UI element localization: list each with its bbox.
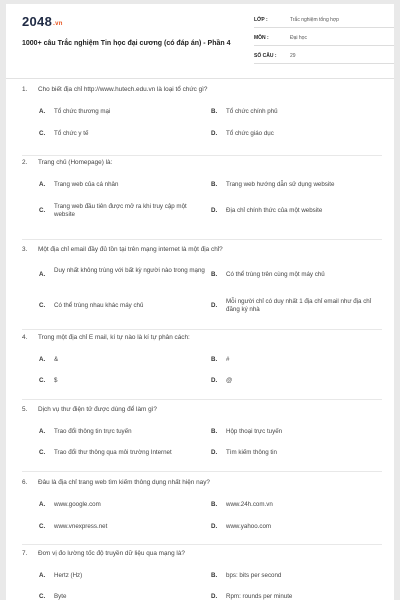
question-text [22,159,112,167]
option-letter: D. [211,207,218,214]
option-text: www.24h.com.vn [226,501,273,508]
option-text: Trang web của cá nhân [54,181,119,188]
option-text: www.yahoo.com [226,523,272,530]
option-letter: D. [211,130,218,137]
option-text: Tổ chức giáo dục [226,130,274,137]
logo-tld: .vn [53,21,63,27]
question-text [22,334,190,342]
option-letter: C. [39,130,46,137]
question-block [22,81,382,156]
option-text: # [226,356,230,363]
question-block [22,472,382,545]
question-number: 7. [22,550,28,557]
option-letter: A. [39,271,46,278]
option-letter: C. [39,302,46,309]
option-letter: C. [39,523,46,530]
option-text: www.vnexpress.net [54,523,108,530]
meta-key: MÔN : [254,35,269,41]
option-text: Rpm: rounds per minute [226,593,293,600]
question-block [22,545,382,600]
option-letter: D. [211,593,218,600]
option-letter: B. [211,271,218,278]
option-letter: A. [39,428,46,435]
meta-panel [254,14,394,68]
option-text: Tìm kiếm thông tin [226,449,277,456]
meta-value: Đại học [290,35,307,41]
option-letter: B. [211,108,218,115]
option-text: Tổ chức thương mại [54,108,111,115]
question-text [22,246,223,254]
option-text: Hộp thoại trực tuyến [226,428,283,435]
option-letter: B. [211,356,218,363]
option-letter: C. [39,377,46,384]
option-letter: D. [211,377,218,384]
option-text: Tổ chức y tế [54,130,89,137]
meta-value: Trắc nghiệm tổng hợp [290,17,339,23]
meta-key: LỚP : [254,17,268,23]
option-letter: A. [39,572,46,579]
option-letter: C. [39,593,46,600]
question-list [22,81,382,600]
option-letter: B. [211,501,218,508]
option-text: www.google.com [54,501,101,508]
question-number: 4. [22,334,28,341]
question-block [22,240,382,330]
option-letter: B. [211,181,218,188]
option-letter: A. [39,356,46,363]
meta-value: 29 [290,53,296,59]
question-block [22,330,382,400]
option-letter: C. [39,449,46,456]
worksheet-header [22,14,382,66]
header-divider [6,78,394,79]
option-text: Trang web hướng dẫn sử dụng website [226,181,335,188]
option-text: $ [54,377,58,384]
option-text: Duy nhất không trùng với bất kỳ người nào trong mạng [54,267,205,274]
question-block [22,156,382,240]
option-letter: A. [39,501,46,508]
option-letter: A. [39,108,46,115]
meta-row-class [254,14,394,28]
question-number: 3. [22,246,28,253]
option-letter: A. [39,181,46,188]
worksheet-title: 1000+ câu Trắc nghiệm Tin học đại cương (có đáp án) - Phần 4 [22,40,231,47]
option-text: Địa chỉ chính thức của một website [226,207,323,214]
option-text: Có thể trùng trên cùng một máy chủ [226,271,325,278]
site-logo[interactable] [22,14,63,29]
question-number: 2. [22,159,28,166]
question-number: 6. [22,479,28,486]
option-text: Byte [54,593,67,600]
meta-key: SỐ CÂU : [254,53,277,59]
option-letter: D. [211,523,218,530]
option-text: Hertz (Hz) [54,572,83,579]
question-text [22,86,207,94]
meta-row-count [254,50,394,64]
option-text: Trao đổi thông tin trực tuyến [54,428,132,435]
option-text: bps: bits per second [226,572,282,579]
question-prompt: Đơn vị đo lường tốc độ truyền dữ liệu qua mạng là? [38,550,185,557]
question-text [22,479,210,487]
question-prompt: Trang chủ (Homepage) là: [38,159,113,166]
question-text [22,550,185,558]
option-letter: B. [211,428,218,435]
option-text: Trang web đầu tiên được mở ra khi truy cập một website [54,203,187,218]
question-text [22,406,157,414]
option-letter: B. [211,572,218,579]
question-number: 5. [22,406,28,413]
option-text: Tổ chức chính phủ [226,108,278,115]
logo-number: 2048 [22,14,53,29]
option-text: & [54,356,59,363]
question-prompt: Trong một địa chỉ E mail, kí tự nào là kí tự phân cách: [38,334,190,341]
meta-row-subject [254,32,394,46]
option-text: @ [226,377,233,384]
question-prompt: Cho biết địa chỉ http://www.hutech.edu.vn là loại tổ chức gì? [38,86,208,93]
option-letter: D. [211,449,218,456]
question-block [22,400,382,472]
option-text: Mỗi người chỉ có duy nhất 1 địa chỉ email như địa chỉ đăng ký nhà [226,298,372,313]
question-prompt: Đâu là địa chỉ trang web tìm kiếm thông dụng nhất hiện nay? [38,479,210,486]
question-number: 1. [22,86,28,93]
option-text: Trao đổi thư thông qua môi trường Internet [54,449,172,456]
option-letter: D. [211,302,218,309]
question-prompt: Một địa chỉ email đầy đủ tồn tại trên mạng internet là một địa chỉ? [38,246,223,253]
worksheet-page [6,4,394,600]
question-prompt: Dịch vụ thư điện tử được dùng để làm gì? [38,406,157,413]
option-text: Có thể trùng nhau khác máy chủ [54,302,144,309]
option-letter: C. [39,207,46,214]
